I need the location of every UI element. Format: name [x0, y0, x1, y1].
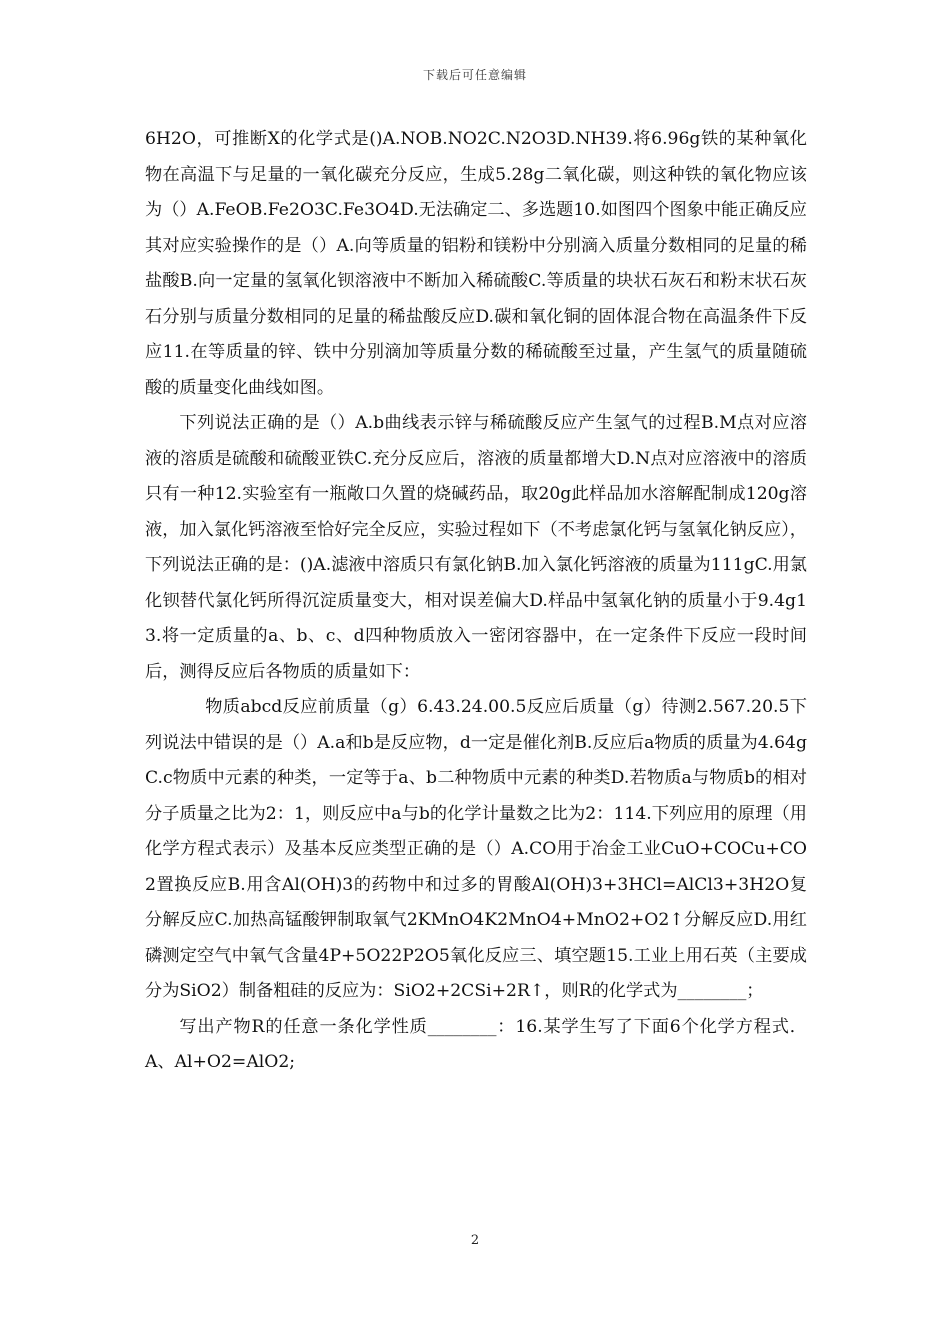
- paragraph-1: 6H2O，可推断X的化学式是()A.NOB.NO2C.N2O3D.NH39.将6.96g铁的某种氧化物在高温下与足量的一氧化碳充分反应，生成5.28g二氧化碳，则这种铁的氧化物应该为（）A.FeOB.Fe2O3C.Fe3O4D.无法确定二、多选题10.如图四个图象中能正确反应其对应实验操作的是（）A.向等质量的铝粉和镁粉中分别滴入质量分数相同的足量的稀盐酸B.向一定量的氢氧化钡溶液中不断加入稀硫酸C.等质量的块状石灰石和粉末状石灰石分别与质量分数相同的足量的稀盐酸反应D.碳和氧化铜的固体混合物在高温条件下反应11.在等质量的锌、铁中分别滴加等质量分数的稀硫酸至过量，产生氢气的质量随硫酸的质量变化曲线如图。: [145, 129, 807, 398]
- paragraph-3: 物质abcd反应前质量（g）6.43.24.00.5反应后质量（g）待测2.567.20.5下列说法中错误的是（）A.a和b是反应物，d一定是催化剂B.反应后a物质的质量为4.64gC.c物质中元素的种类，一定等于a、b二种物质中元素的种类D.若物质a与物质b的相对分子质量之比为2：1，则反应中a与b的化学计量数之比为2：114.下列应用的原理（用化学方程式表示）及基本反应类型正确的是（）A.CO用于冶金工业CuO+COCu+CO2置换反应B.用含Al(OH)3的药物中和过多的胃酸Al(OH)3+3HCl=AlCl3+3H2O复分解反应C.加热高锰酸钾制取氧气2KMnO4K2MnO4+MnO2+O2↑分解反应D.用红磷测定空气中氧气含量4P+5O22P2O5氧化反应三、填空题15.工业上用石英（主要成分为SiO2）制备粗硅的反应为：SiO2+2CSi+2R↑，则R的化学式为________；: [145, 697, 807, 1001]
- page-header: 下载后可任意编辑: [422, 68, 527, 82]
- page-number: 2: [470, 1233, 480, 1248]
- document-body: [145, 122, 807, 1081]
- paragraph-4: 写出产物R的任意一条化学性质________：16.某学生写了下面6个化学方程式．A、Al+O2=AlO2;: [145, 1016, 807, 1072]
- paragraph-2: 下列说法正确的是（）A.b曲线表示锌与稀硫酸反应产生氢气的过程B.M点对应溶液的溶质是硫酸和硫酸亚铁C.充分反应后，溶液的质量都增大D.N点对应溶液中的溶质只有一种12.实验室有一瓶敞口久置的烧碱药品，取20g此样品加水溶解配制成120g溶液，加入氯化钙溶液至恰好完全反应，实验过程如下（不考虑氯化钙与氢氧化钠反应），下列说法正确的是：()A.滤液中溶质只有氯化钠B.加入氯化钙溶液的质量为111gC.用氯化钡替代氯化钙所得沉淀质量变大，相对误差偏大D.样品中氢氧化钠的质量小于9.4g13.将一定质量的a、b、c、d四种物质放入一密闭容器中，在一定条件下反应一段时间后，测得反应后各物质的质量如下：: [145, 413, 807, 682]
